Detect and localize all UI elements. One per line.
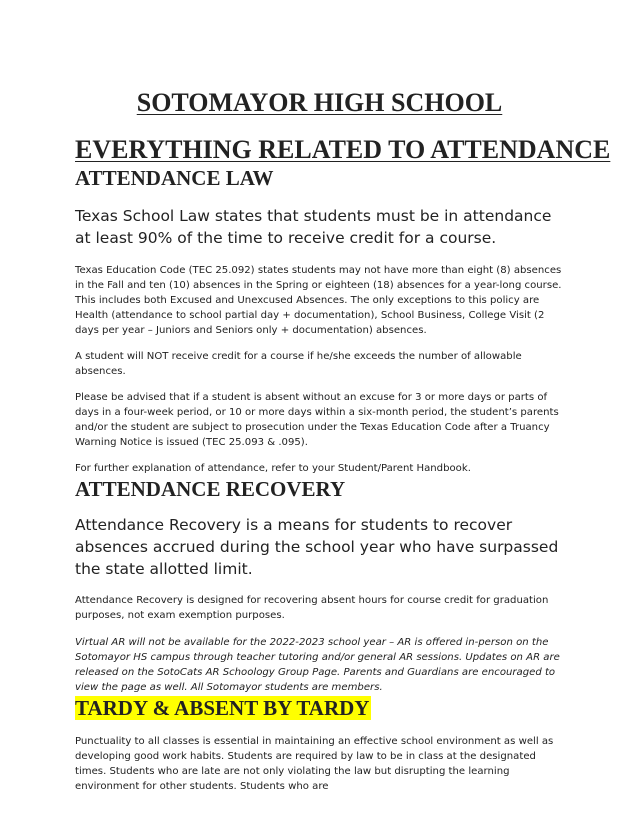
attendance-law-section — [75, 165, 564, 476]
attendance-recovery-section — [75, 476, 564, 695]
document-title: EVERYTHING RELATED TO ATTENDANCE — [75, 135, 611, 164]
attendance-recovery-heading: ATTENDANCE RECOVERY — [75, 477, 346, 501]
truancy-paragraph: Please be advised that if a student is absent without an excuse for 3 or more days or parts of days in a four-week period, or 10 or more days within a six-month period, the student’s parents and/or the student are subject to prosecution under the Texas Education Code after a Truancy Warning Notice is issued (TEC 25.093 & .095). — [75, 392, 559, 448]
recovery-purpose-paragraph: Attendance Recovery is designed for recovering absent hours for course credit for graduation purposes, not exam exemption purposes. — [75, 595, 549, 621]
tardy-heading — [75, 695, 564, 721]
attendance-law-heading: ATTENDANCE LAW — [75, 166, 274, 190]
attendance-recovery-lead: Attendance Recovery is a means for students to recover absences accrued during the school year who have surpassed the state allotted limit. — [75, 516, 559, 578]
tardy-heading-highlight: TARDY & ABSENT BY TARDY — [75, 696, 370, 720]
attendance-law-lead: Texas School Law states that students must be in attendance at least 90% of the time to receive credit for a course. — [75, 207, 552, 247]
no-credit-paragraph: A student will NOT receive credit for a course if he/she exceeds the number of allowable absences. — [75, 351, 522, 377]
tec-25092-paragraph: Texas Education Code (TEC 25.092) states students may not have more than eight (8) absences in the Fall and ten (10) absences in the Spring or eighteen (18) absences for a year-long course. This includes both Excused and Unexcused Absences. The only exceptions to this policy are Health (attendance to school partial day + documentation), School Business, College Visit (2 days per year – Juniors and Seniors only + documentation) absences. — [75, 265, 562, 336]
punctuality-paragraph: Punctuality to all classes is essential in maintaining an effective school environment as well as developing good work habits. Students are required by law to be in class at the designated times. Students who are late are not only violating the law but disrupting the learning environment for other students. Students who are — [75, 736, 554, 792]
handbook-paragraph: For further explanation of attendance, refer to your Student/Parent Handbook. — [75, 463, 471, 474]
tardy-section — [75, 695, 564, 794]
school-name: SOTOMAYOR HIGH SCHOOL — [136, 88, 503, 117]
virtual-ar-note: Virtual AR will not be available for the 2022-2023 school year – AR is offered in-person on the Sotomayor HS campus through teacher tutoring and/or general AR sessions. Updates on AR are released on the SotoCats AR Schoology Group Page. Parents and Guardians are encouraged to view the page as well. All Sotomayor students are members. — [75, 637, 560, 693]
